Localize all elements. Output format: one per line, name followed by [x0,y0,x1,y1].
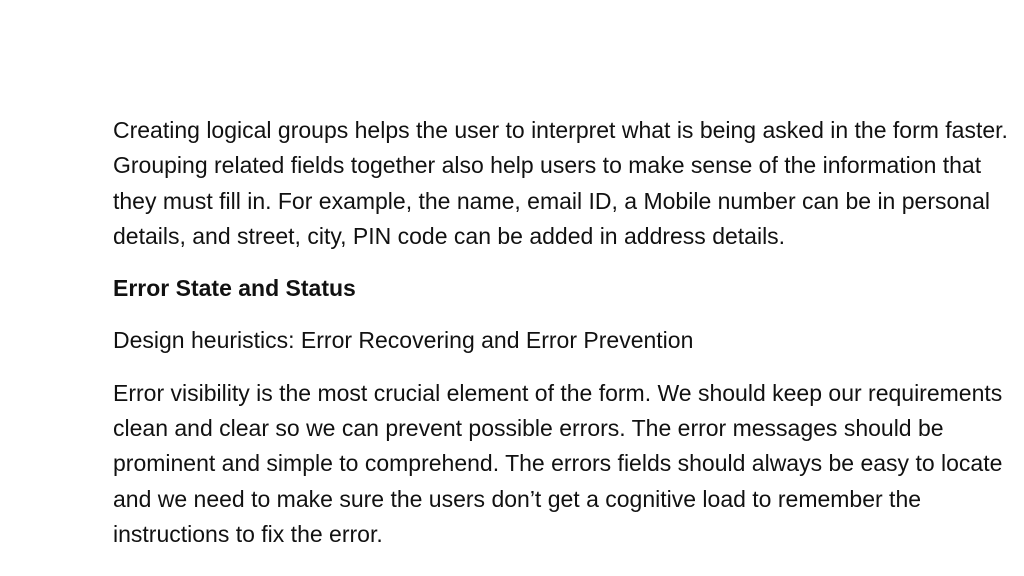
section-paragraph: Error visibility is the most crucial element of the form. We should keep our requirements clean and clear so we can prevent possible errors. The error messages should be prominent and simple to comprehend. The errors fields should always be easy to locate and we need to make sure the users don’t get a cognitive load to remember the instructions to fix the error. [113,379,1003,547]
section-heading: Error State and Status [113,275,356,302]
intro-paragraph: Creating logical groups helps the user to interpret what is being asked in the form faster. Grouping related fields together also help users to make sense of the information that they must fill in. For example, the name, email ID, a Mobile number can be in personal details, and street, city, PIN code can be added in address details. [113,117,1008,249]
section-subheading: Design heuristics: Error Recovering and Error Prevention [113,327,694,354]
document-body [113,113,1013,569]
